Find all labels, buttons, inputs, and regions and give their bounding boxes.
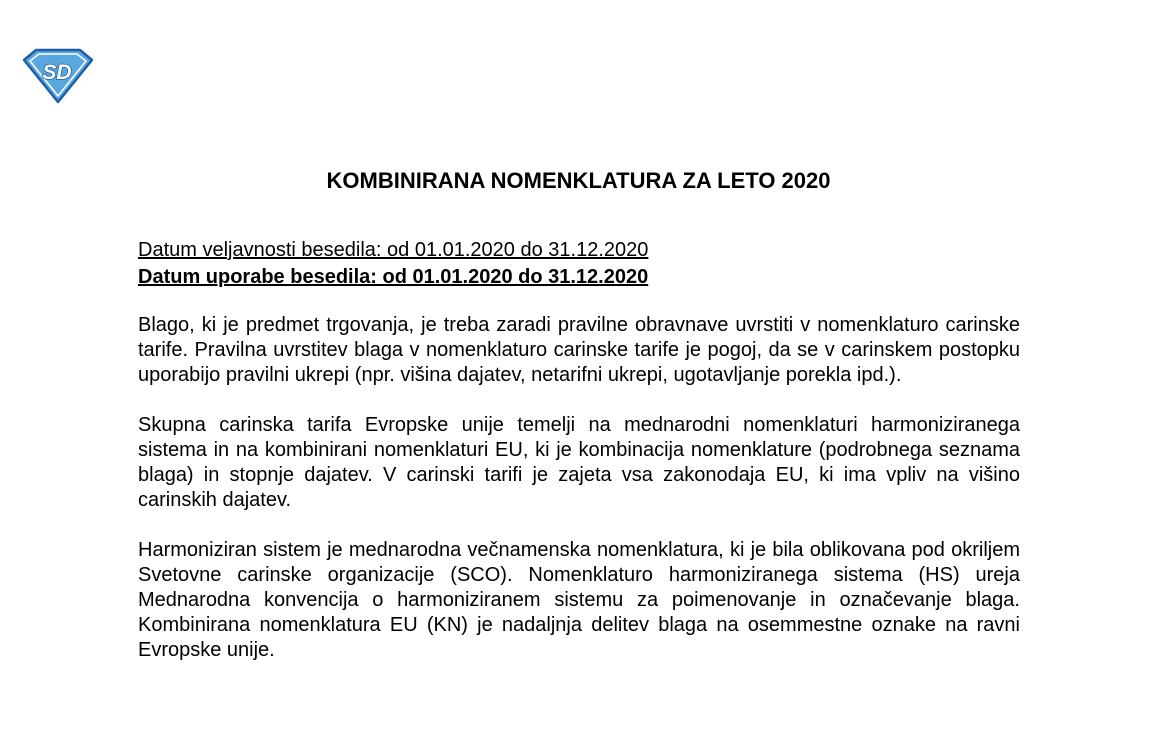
sd-logo-icon xyxy=(20,46,96,104)
usage-date-text: Datum uporabe besedila: od 01.01.2020 do 31.12.2020 xyxy=(138,266,649,288)
paragraph-classification: Blago, ki je predmet trgovanja, je treba zaradi pravilne obravnave uvrstiti v nomenklaturo carinske tarife. Pravilna uvrstitev blaga v nomenklaturo carinske tarife je pogoj, da se v carinskem postopku uporabijo pravilni ukrepi (npr. višina dajatev, netarifni ukrepi, ugotavljanje porekla ipd.). xyxy=(138,314,1020,386)
document-title: KOMBINIRANA NOMENKLATURA ZA LETO 2020 xyxy=(326,168,831,193)
logo-letters: SD xyxy=(42,61,72,84)
validity-date-text: Datum veljavnosti besedila: od 01.01.2020 do 31.12.2020 xyxy=(138,239,649,261)
date-block xyxy=(138,237,648,291)
body-text xyxy=(138,313,1020,688)
paragraph-customs-tariff: Skupna carinska tarifa Evropske unije temelji na mednarodni nomenklaturi harmoniziranega sistema in na kombinirani nomenklaturi EU, ki je kombinacija nomenklature (podrobnega seznama blaga) in stopnje dajatev. V carinski tarifi je zajeta vsa zakonodaja EU, ki ima vpliv na višino carinskih dajatev. xyxy=(138,414,1020,511)
paragraph-harmonized-system: Harmoniziran sistem je mednarodna večnamenska nomenklatura, ki je bila oblikovana pod okriljem Svetovne carinske organizacije (SCO). Nomenklaturo harmoniziranega sistema (HS) ureja Mednarodna konvencija o harmoniziranem sistemu za poimenovanje in označevanje blaga. Kombinirana nomenklatura EU (KN) je nadaljnja delitev blaga na osemmestne oznake na ravni Evropske unije. xyxy=(138,539,1020,661)
